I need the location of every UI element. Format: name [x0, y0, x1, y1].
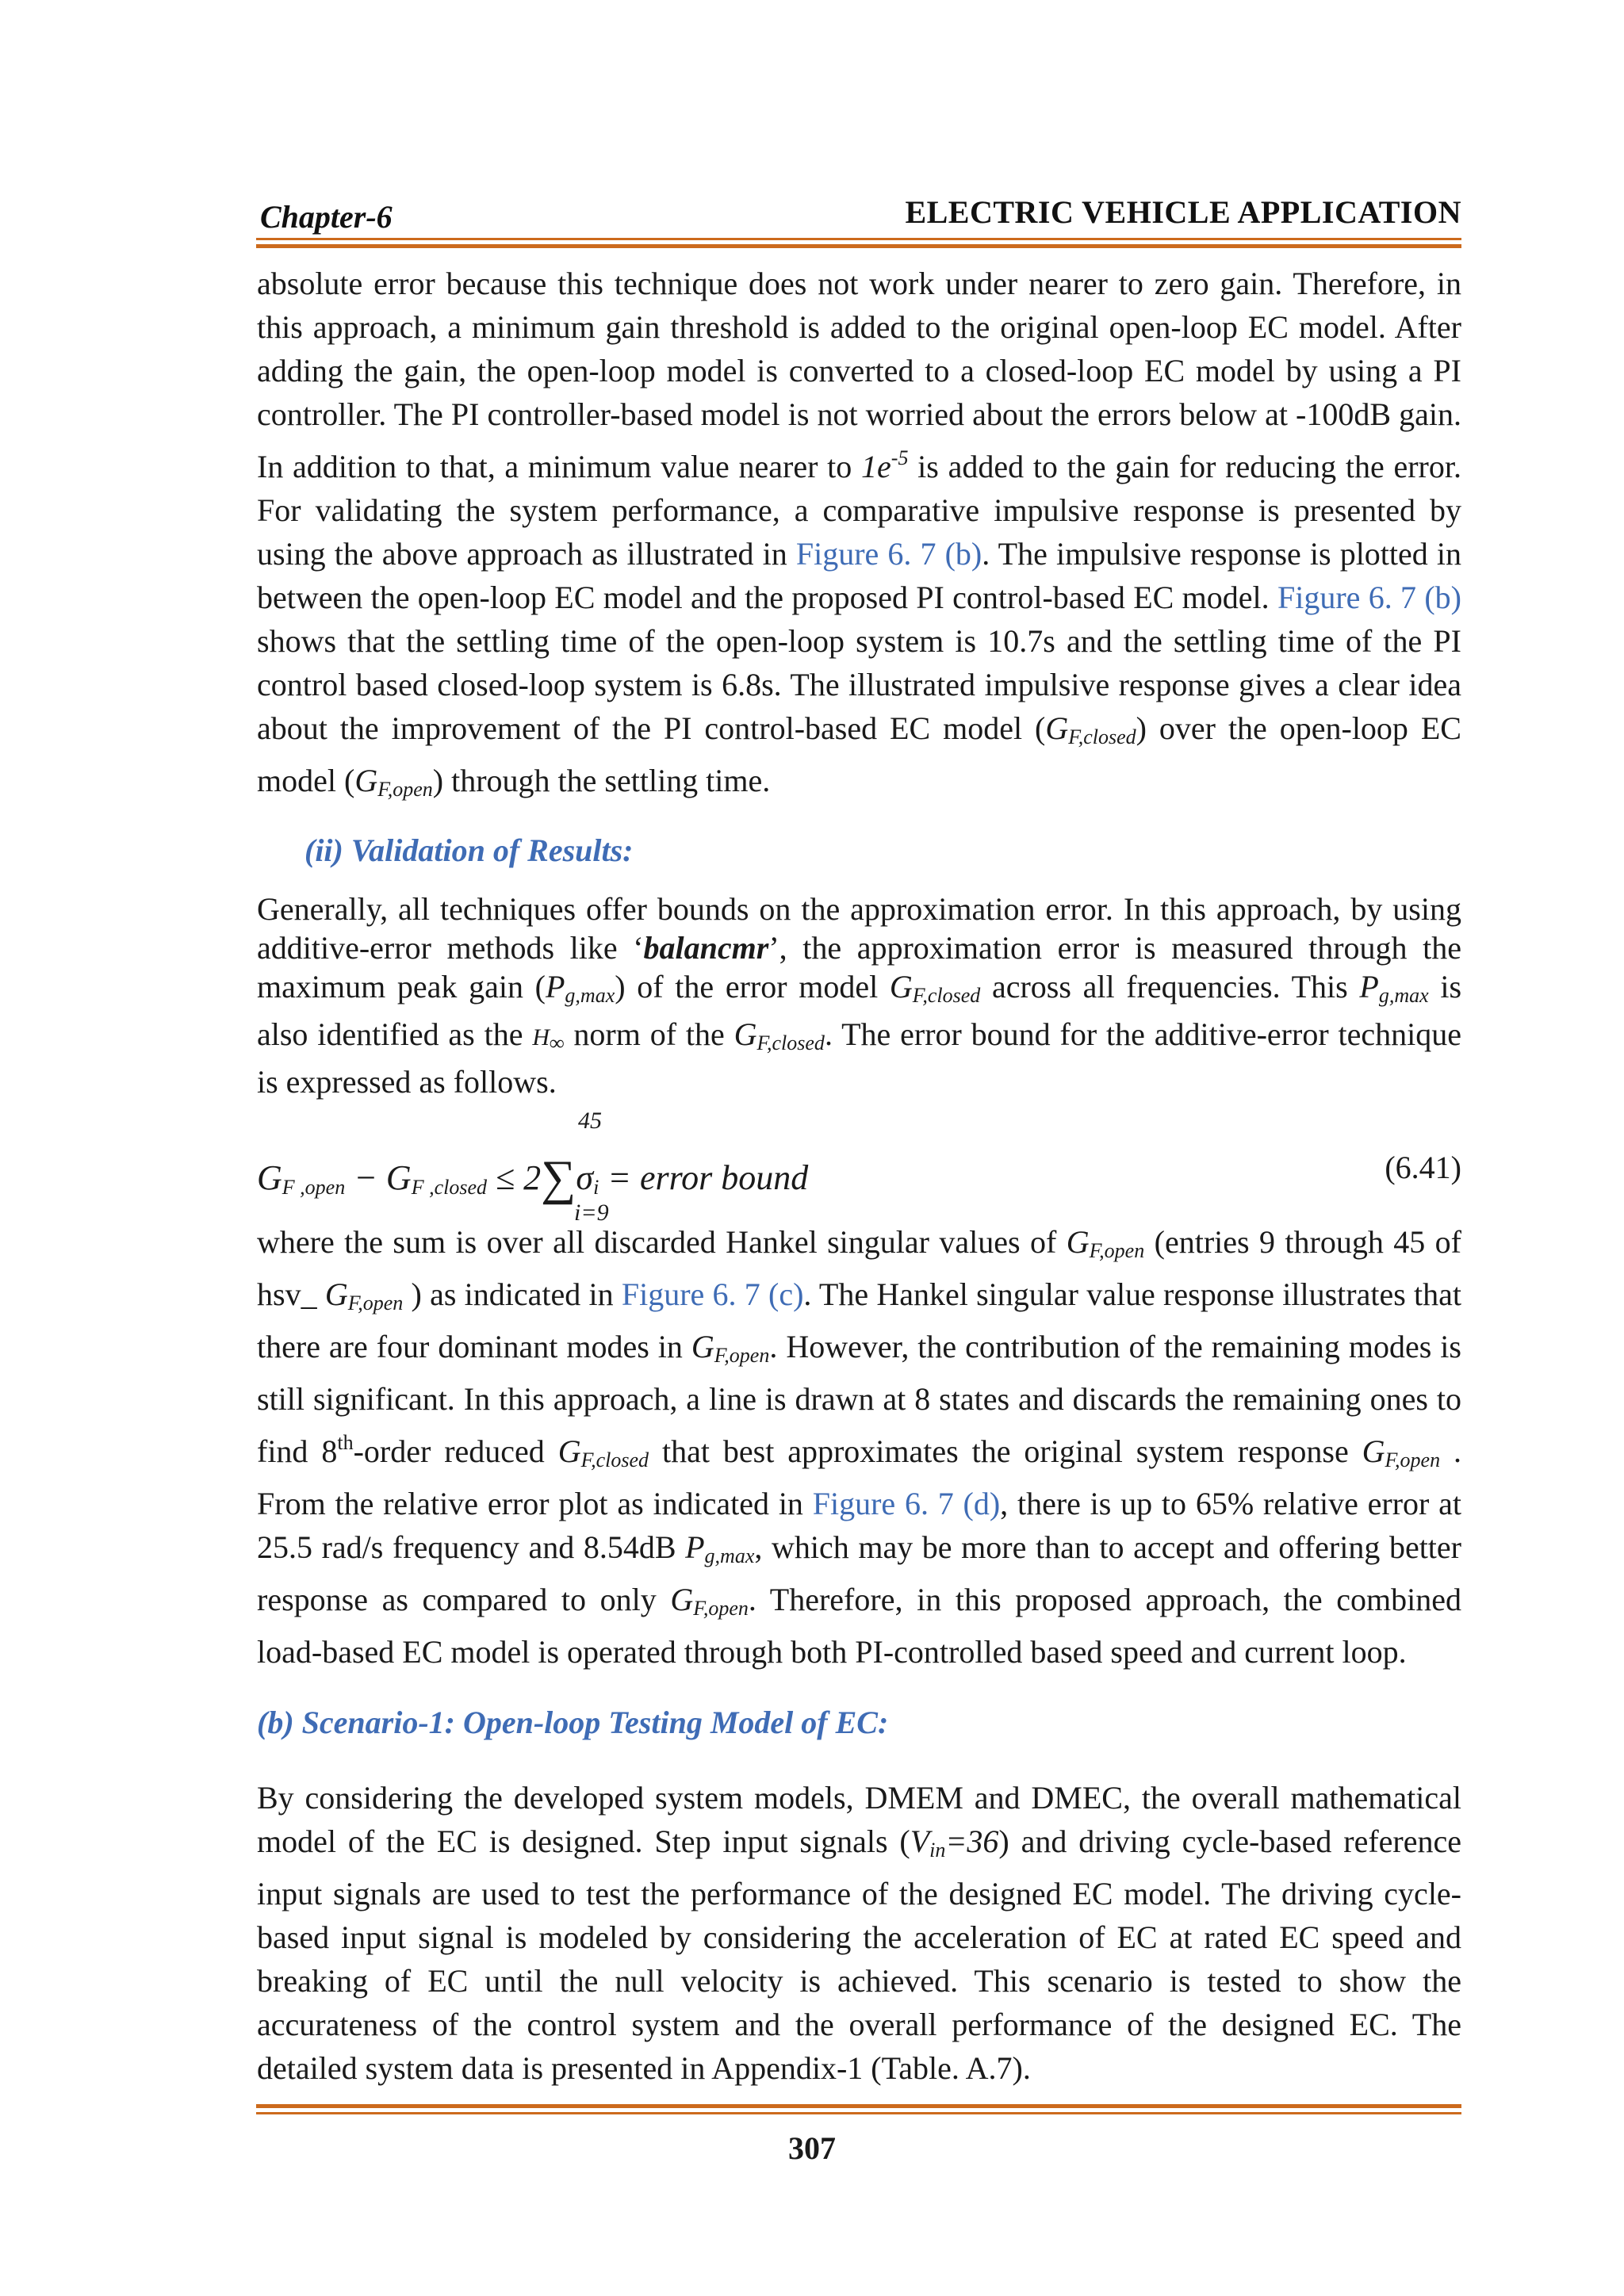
footer-rule	[256, 2104, 1461, 2118]
header-rule	[256, 238, 1461, 252]
section-heading-scenario-1: (b) Scenario-1: Open-loop Testing Model of EC:	[257, 1705, 889, 1740]
paragraph-3: where the sum is over all discarded Hankel singular values of $G_{F,open}$ (entries 9 through 45 of hsv_ $G_{F,open}$ ) as indicated in Figure 6. 7 (c). The Hankel singular value response illustrates that there are four dominant modes in $G_{F,open}$. However, the contribution of the remaining modes is still significant. In this approach, a line is drawn at 8 states and discards the remaining ones to find 8th-order reduced $G_{F,closed}$ that best approximates the original system response $G_{F,open}$ . From the relative error plot as indicated in Figure 6. 7 (d), there is up to 65% relative error at 25.5 rad/s frequency and 8.54dB $P_{g,max}$, which may be more than to accept and offering better response as compared to only $G_{F,open}$. Therefore, in this proposed approach, the combined load-based EC model is operated through both PI-controlled based speed and current loop.	[257, 1224, 1462, 1670]
section-heading-validation: (ii) Validation of Results:	[304, 832, 634, 868]
equation-number: (6.41)	[1385, 1150, 1461, 1185]
figure-ref[interactable]: Figure 6. 7 (b)	[1277, 580, 1462, 615]
chapter-label: Chapter-6	[260, 199, 393, 235]
paragraph-1: absolute error because this technique does not work under nearer to zero gain. Therefore, in this approach, a minimum gain threshold is added to the original open-loop EC model. After adding the gain, the open-loop model is converted to a closed-loop EC model by using a PI controller. The PI controller-based model is not worried about the errors below at -100dB gain. In addition to that, a minimum value nearer to $1e^{-5}$ is added to the gain for reducing the error. For validating the system performance, a comparative impulsive response is presented by using the above approach as illustrated in Figure 6. 7 (b). The impulsive response is plotted in between the open-loop EC model and the proposed PI control-based EC model. Figure 6. 7 (b) shows that the settling time of the open-loop system is 10.7s and the settling time of the PI control based closed-loop system is 6.8s. The illustrated impulsive response gives a clear idea about the improvement of the PI control-based EC model $(G_{F,closed})$ over the open-loop EC model $(G_{F,open})$ through the settling time.	[257, 266, 1462, 801]
chapter-title: ELECTRIC VEHICLE APPLICATION	[905, 194, 1461, 230]
page-content	[257, 262, 1461, 2090]
paragraph-4: By considering the developed system models, DMEM and DMEC, the overall mathematical model of the EC is designed. Step input signals $(V_{in}=36)$ and driving cycle-based reference input signals are used to test the performance of the designed EC model. The driving cycle-based input signal is modeled by considering the acceleration of EC at rated EC speed and breaking of EC until the null velocity is achieved. This scenario is tested to show the accurateness of the control system and the overall performance of the designed EC. The detailed system data is presented in Appendix-1 (Table. A.7).	[257, 1780, 1461, 2086]
figure-ref[interactable]: Figure 6. 7 (c)	[621, 1276, 804, 1312]
page-number: 307	[788, 2130, 836, 2166]
figure-ref[interactable]: Figure 6. 7 (b)	[795, 536, 982, 572]
equation-6-41: 45 $G_{F ,open} - G_{F ,closed} \le 2\sum\sigma_i$ = error bound i=9 (6.41)	[257, 1108, 1461, 1226]
figure-ref[interactable]: Figure 6. 7 (d)	[812, 1486, 1001, 1521]
paragraph-2: Generally, all techniques offer bounds on the approximation error. In this approach, by using additive-error methods like ‘balancmr’, the approximation error is measured through the maximum peak gain $(P_{g,max})$ of the error model $G_{F,closed}$ across all frequencies. This $P_{g,max}$ is also identified as the $H_\infty$ norm of the $G_{F,closed}$. The error bound for the additive-error technique is expressed as follows.	[257, 891, 1462, 1100]
